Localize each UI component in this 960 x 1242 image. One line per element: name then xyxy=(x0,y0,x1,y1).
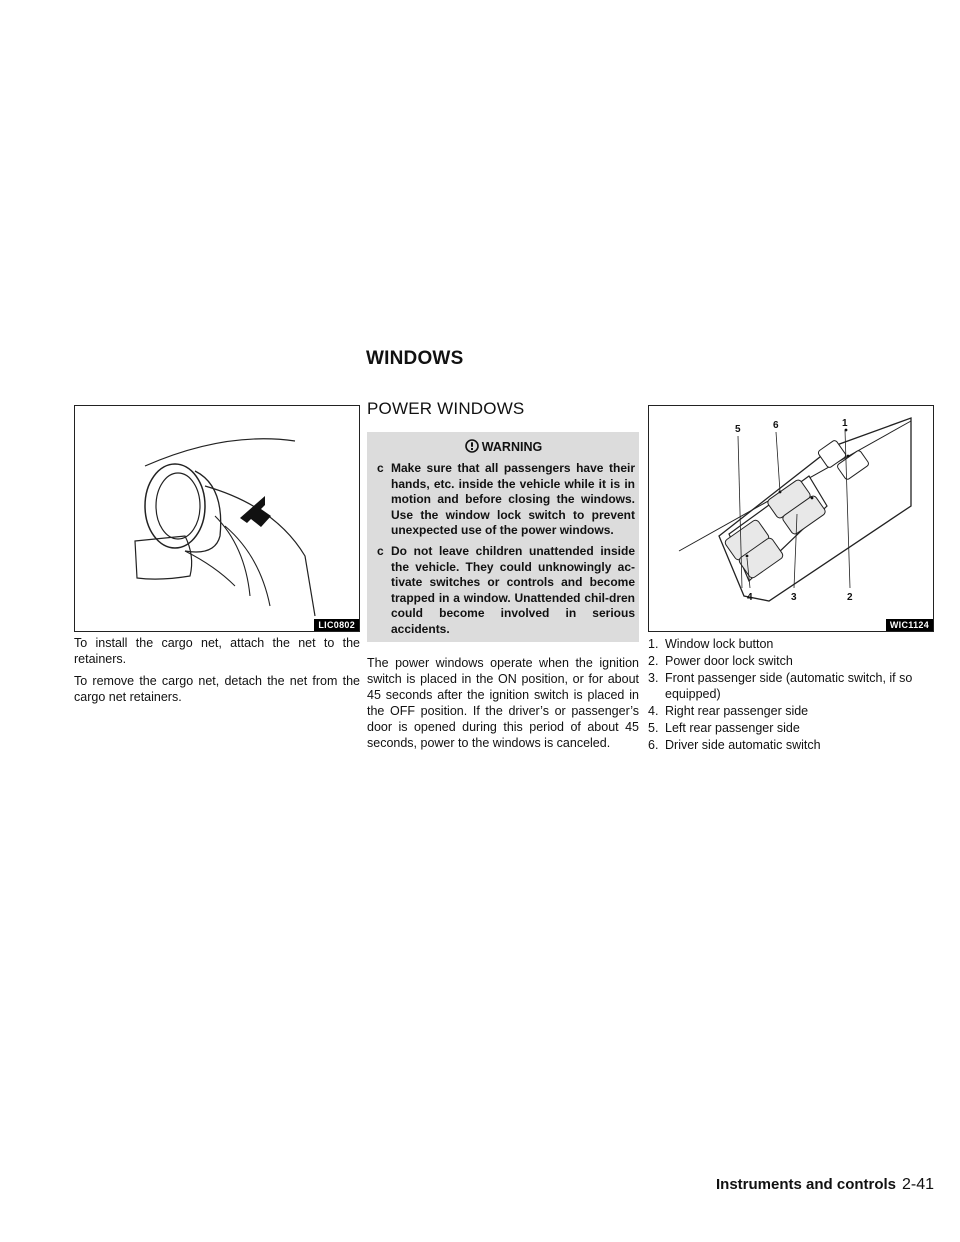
cargo-net-install-text: To install the cargo net, attach the net to the retainers. xyxy=(74,636,360,666)
callout-2: 2 xyxy=(847,592,853,603)
callout-6: 6 xyxy=(773,420,779,431)
window-switch-illustration xyxy=(648,405,934,632)
warning-item: c Make sure that all passengers have their hands, etc. inside the vehicle while it is in motion and before closing the windows. Use the window lock switch to prevent unexpected use of the power windows. xyxy=(377,461,635,537)
list-item: 1. Window lock button xyxy=(648,637,774,651)
callout-4: 4 xyxy=(747,592,753,603)
cargo-net-retainer-illustration xyxy=(74,405,360,632)
warning-box xyxy=(367,432,639,642)
list-item: 2. Power door lock switch xyxy=(648,653,793,668)
section-title: WINDOWS xyxy=(366,348,464,369)
list-item: 6. Driver side automatic switch xyxy=(648,737,821,752)
list-item: 3. Front passenger side (automatic switch, if so equipped) xyxy=(648,670,913,702)
retainer-drawing xyxy=(75,406,359,631)
figure-code: WIC1124 xyxy=(886,619,933,631)
switch-panel-drawing xyxy=(649,406,933,631)
power-windows-body: The power windows operate when the ignition switch is placed in the ON position, or for about 45 seconds after the ignition switch is placed in the OFF position. If the driver’s or passenger’s door is opened during this period of about 45 seconds, power to the windows is canceled. xyxy=(367,656,639,750)
figure-code: LIC0802 xyxy=(314,619,359,631)
warning-title: WARNING xyxy=(367,439,639,454)
cargo-net-remove-text: To remove the cargo net, detach the net from the cargo net retainers. xyxy=(74,674,360,704)
list-item: 5. Left rear passenger side xyxy=(648,720,800,735)
callout-1: 1 xyxy=(842,418,848,429)
callout-3: 3 xyxy=(791,592,797,603)
list-item: 4. Right rear passenger side xyxy=(648,704,809,719)
footer-section: Instruments and controls xyxy=(716,1176,897,1193)
warning-item: c Do not leave children unattended inside the vehicle. They could unknowingly ac-tivate switches or controls and become trapped in a window. Unattended chil-dren could become involved in serious accidents. xyxy=(377,544,635,636)
bullet-marker: c xyxy=(377,544,384,558)
arrow-icon xyxy=(240,496,271,527)
power-windows-heading: POWER WINDOWS xyxy=(367,399,525,418)
switch-legend-list xyxy=(648,636,948,754)
warning-icon xyxy=(464,439,480,453)
page-footer xyxy=(716,1176,934,1194)
page-number: 2-41 xyxy=(902,1176,935,1193)
bullet-marker: c xyxy=(377,461,384,475)
callout-5: 5 xyxy=(735,424,741,435)
